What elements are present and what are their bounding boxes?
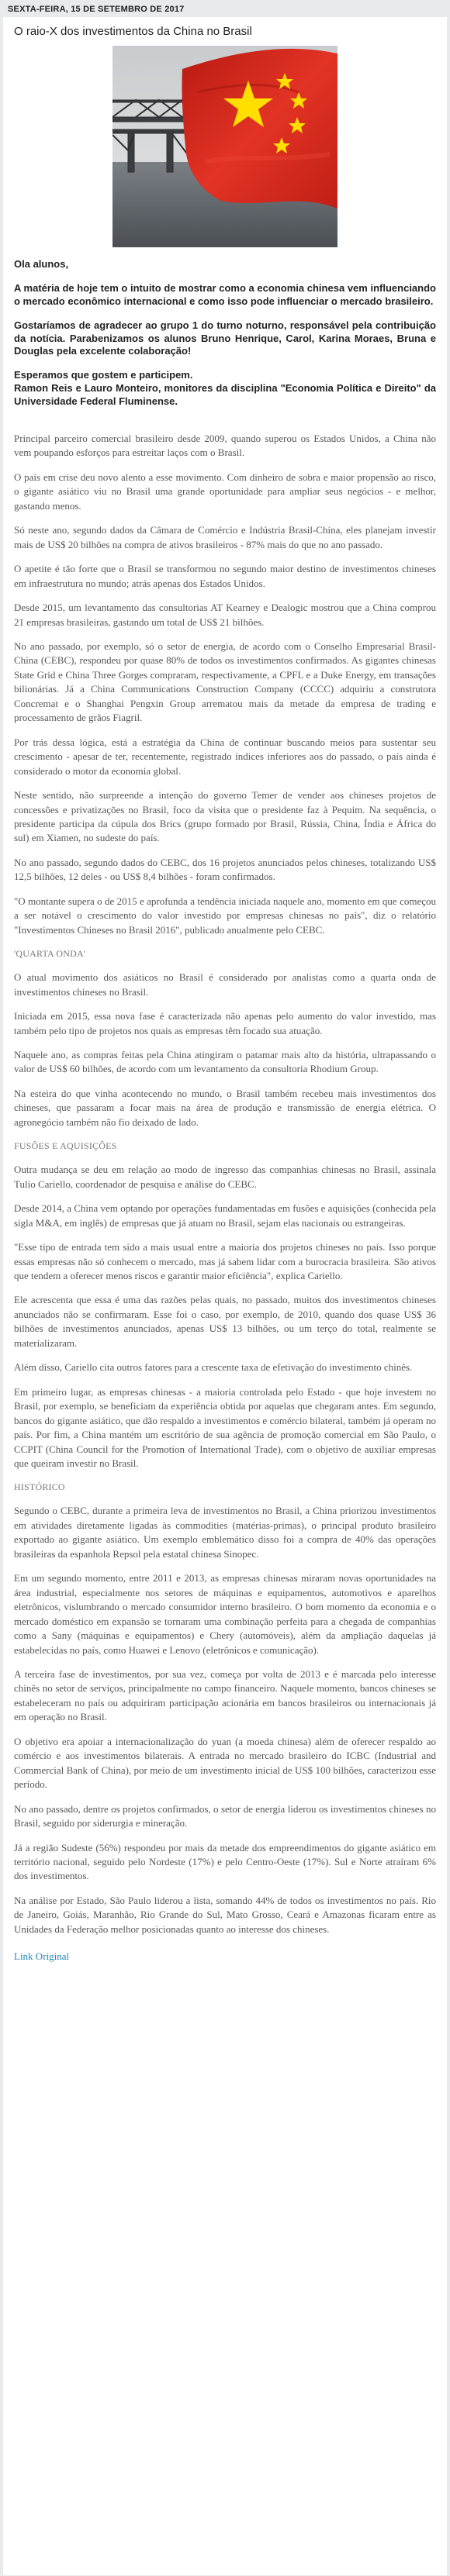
- intro-section: [14, 258, 436, 409]
- article-paragraph: Outra mudança se deu em relação ao modo de ingresso das companhias chinesas no Brasil, assinala Tulio Cariello, coordenador de pesquisa e análise do CEBC.: [14, 1164, 436, 1190]
- greeting-text: Ola alunos,: [14, 258, 69, 270]
- article-paragraph: Naquele ano, as compras feitas pela China atingiram o patamar mais alto da história, ultrapassando o valor de US$ 60 bilhões, de acordo com um levantamento da consultoria Rhodium Group.: [14, 1049, 436, 1075]
- article-paragraph: Iniciada em 2015, essa nova fase é caracterizada não apenas pelo aumento do valor investido, mas também pelo tipo de projetos nos quais as empresas têm focado sua atuação.: [14, 1010, 436, 1036]
- article-paragraph: No ano passado, dentre os projetos confirmados, o setor de energia liderou os investimentos chineses no Brasil, seguido por siderurgia e mineração.: [14, 1802, 436, 1829]
- article-paragraph: "O montante supera o de 2015 e aprofunda a tendência iniciada naquele ano, momento em que começou a ser notável o crescimento do valor investido por empresas chinesas no país", diz o relatório "Investimentos Chineses no Brasil 2016", publicado anualmente pelo CEBC.: [14, 895, 436, 936]
- article-paragraph: Segundo o CEBC, durante a primeira leva de investimentos no Brasil, a China priorizou investimentos em atividades diretamente ligadas às commodities (matérias-primas), o principal produto brasileiro exportado ao gigante asiático. Um exemplo emblemático disso foi a compra de 40% das operações brasileiras da espanhola Repsol pela estatal chinesa Sinopec.: [14, 1505, 436, 1560]
- blog-post: [3, 17, 447, 2575]
- article-paragraph: Desde 2015, um levantamento das consultorias AT Kearney e Dealogic mostrou que a China comprou 21 empresas brasileiras, gastando um total de US$ 21 bilhões.: [14, 602, 436, 628]
- article-paragraph: Principal parceiro comercial brasileiro desde 2009, quando superou os Estados Unidos, a China não vem poupando esforços para estreitar laços com o Brasil.: [14, 433, 436, 459]
- closing-line-2: Ramon Reis e Lauro Monteiro, monitores da disciplina "Economia Política e Direito" da Universidade Federal Fluminense.: [14, 382, 436, 408]
- lead-paragraph: A matéria de hoje tem o intuito de mostrar como a economia chinesa vem influenciando o mercado econômico internacional e como isso pode influenciar o mercado brasileiro.: [14, 281, 436, 307]
- article-paragraph: Além disso, Cariello cita outros fatores para a crescente taxa de efetivação do investimento chinês.: [14, 1361, 413, 1374]
- article-paragraph: Em primeiro lugar, as empresas chinesas - a maioria controlada pelo Estado - que hoje investem no Brasil, por exemplo, se beneficiam da experiência obtida por aquelas que chegaram antes. Em segundo, bancos do gigante asiático, que dão respaldo a investimentos e comércio bilateral, também já operam no país. Por fim, a China mantém um escritório de sua agência de promoção comercial em São Paulo, o CCPIT (China Council for the Promotion of International Trade), com o objetivo de auxiliar empresas que queiram investir no Brasil.: [14, 1385, 436, 1469]
- article-paragraph: Na esteira do que vinha acontecendo no mundo, o Brasil também recebeu mais investimentos dos chineses, que passaram a focar mais na área de produção e transmissão de energia elétrica. O agronegócio também não fio deixado de lado.: [14, 1087, 436, 1128]
- thanks-paragraph: Gostaríamos de agradecer ao grupo 1 do turno noturno, responsável pela contribuição da notícia. Parabenizamos os alunos Bruno Henrique, Carol, Karina Moraes, Bruna e Douglas pela excelente colaboração!: [14, 319, 436, 357]
- post-title[interactable]: O raio-X dos investimentos da China no Brasil: [14, 25, 252, 38]
- article-paragraph: No ano passado, segundo dados do CEBC, dos 16 projetos anunciados pelos chineses, totalizando US$ 12,5 bilhões, 12 deles - ou US$ 8,4 bilhões - foram confirmados.: [14, 856, 436, 883]
- china-flag-bridge-image[interactable]: [112, 46, 338, 247]
- article-paragraph: Já a região Sudeste (56%) respondeu por mais da metade dos empreendimentos do gigante asiático em território nacional, seguido pelo Nordeste (17%) e pelo Centro-Oeste (17%). Sul e Norte atraíram 6% dos investimentos.: [14, 1841, 436, 1882]
- article-paragraph: No ano passado, por exemplo, só o setor de energia, de acordo com o Conselho Empresarial Brasil-China (CEBC), respondeu por quase 80% de todos os investimentos confirmados. As gigantes chinesas State Grid e China Three Gorges compraram, respectivamente, a CPFL e a Duke Energy, em transações bilionárias. Já a China Communications Construction Company (CCCC) adquiriu a construtora Concremat e o Shanghai Pengxin Group arrematou mais da metade da empresa de trading e processamento de grãos Fiagril.: [14, 640, 436, 724]
- section-heading-historico: HISTÓRICO: [14, 1481, 65, 1493]
- section-heading-quarta-onda: 'QUARTA ONDA': [14, 948, 86, 960]
- article-paragraph: Em um segundo momento, entre 2011 e 2013, as empresas chinesas miraram novas oportunidades na área industrial, especialmente nos setores de máquinas e equipamentos, automotivos e aparelhos eletrônicos, vislumbrando o mercado consumidor interno brasileiro. O bom momento da economia e o mercado doméstico em expansão se tornaram uma combinação perfeita para a chegada de companhias como a Sany (máquinas e equipamentos) e Chery (automóveis), além da ampliação daquelas já estabelecidas no país, como Huawei e Lenovo (eletrônicos e comunicação).: [14, 1572, 436, 1656]
- article-paragraph: Ele acrescenta que essa é uma das razões pelas quais, no passado, muitos dos investimentos chineses anunciados não se confirmaram. Esse foi o caso, por exemplo, de 2010, quando dos quase US$ 36 bilhões de investimentos anunciados, apenas US$ 13 bilhões, ou um terço do total, realmente se materializaram.: [14, 1294, 436, 1349]
- article-body: [14, 432, 436, 1964]
- article-paragraph: Neste sentido, não surpreende a intenção do governo Temer de vender aos chineses projetos de concessões e privatizações no Brasil, foco da visita que o presidente faz à Pequim. Na sequência, o presidente participa da cúpula dos Brics (grupo formado por Brasil, Rússia, China, Índia e África do sul) em Xiamen, no sudeste do país.: [14, 789, 436, 844]
- link-original[interactable]: Link Original: [14, 1950, 70, 1963]
- closing-line-1: Esperamos que gostem e participem.: [14, 369, 193, 381]
- section-heading-fusoes: FUSÕES E AQUISIÇÕES: [14, 1140, 117, 1152]
- article-paragraph: O atual movimento dos asiáticos no Brasil é considerado por analistas como a quarta onda de investimentos chineses no Brasil.: [14, 971, 436, 998]
- article-paragraph: Por trás dessa lógica, está a estratégia da China de continuar buscando meios para sustentar seu crescimento - apesar de ter, recentemente, registrado índices inferiores aos do passado, o país ainda é considerado o motor da economia global.: [14, 736, 436, 777]
- article-paragraph: O apetite é tão forte que o Brasil se transformou no segundo maior destino de investimentos chineses em infraestrutura no mundo; atrás apenas dos Estados Unidos.: [14, 563, 436, 589]
- china-flag-shape: [182, 49, 338, 209]
- post-date-header: SEXTA-FEIRA, 15 DE SETEMBRO DE 2017: [0, 0, 450, 17]
- article-paragraph: "Esse tipo de entrada tem sido a mais usual entre a maioria dos projetos chineses no país. Isso porque essas empresas não só conhecem o mercado, mas já sabem lidar com a burocracia brasileira. São ativos que tendem a oferecer menos riscos e garantir maior eficiência", explica Cariello.: [14, 1241, 436, 1282]
- article-paragraph: Desde 2014, a China vem optando por operações fundamentadas em fusões e aquisições (conhecida pela sigla M&A, em inglês) de empresas que já atuam no Brasil, sejam elas nacionais ou estrangeiras.: [14, 1202, 437, 1229]
- article-paragraph: O objetivo era apoiar a internacionalização do yuan (a moeda chinesa) além de oferecer respaldo ao comércio e aos investimentos bilaterais. A entrada no mercado brasileiro do ICBC (Industrial and Commercial Bank of China), por meio de um investimento inicial de US$ 100 bilhões, caracterizou esse período.: [14, 1735, 436, 1791]
- article-paragraph: Na análise por Estado, São Paulo liderou a lista, somando 44% de todos os investimentos no país. Rio de Janeiro, Goiás, Maranhão, Rio Grande do Sul, Mato Grosso, Ceará e Amazonas ficaram entre as Unidades da Federação melhor posicionadas quanto ao interesse dos chineses.: [14, 1894, 436, 1935]
- article-paragraph: O país em crise deu novo alento a esse movimento. Com dinheiro de sobra e maior propensão ao risco, o gigante asiático viu no Brasil uma grande oportunidade para ampliar seus negócios - e melhor, gastando menos.: [14, 471, 436, 512]
- article-paragraph: Só neste ano, segundo dados da Câmara de Comércio e Indústria Brasil-China, eles planejam investir mais de US$ 20 bilhões na compra de ativos brasileiros - 87% mais do que no ano passado.: [14, 524, 436, 550]
- article-paragraph: A terceira fase de investimentos, por sua vez, começa por volta de 2013 e é marcada pelo interesse chinês no setor de serviços, principalmente no campo financeiro. Naquele momento, bancos chineses se estabeleceram no país ou adquiriram participação acionária em bancos brasileiros ou internacionais já em operação no Brasil.: [14, 1668, 436, 1723]
